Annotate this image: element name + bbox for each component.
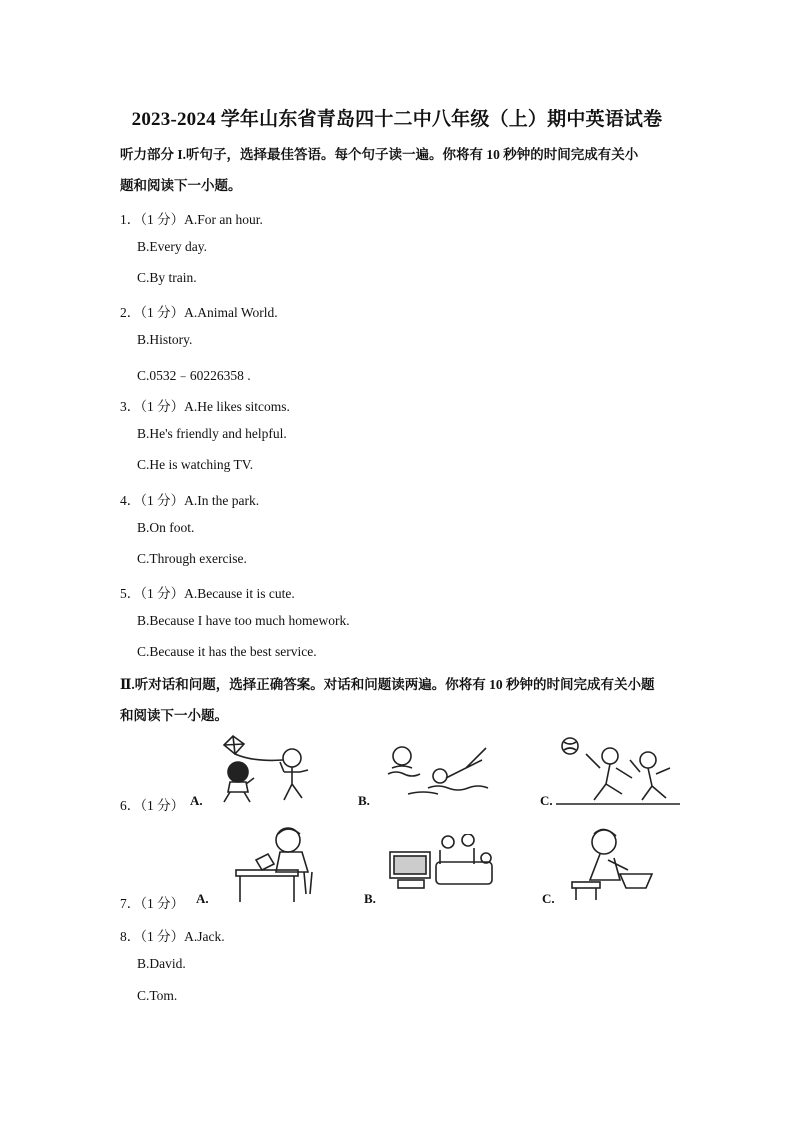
girl-washing-clothes-icon <box>568 824 654 902</box>
section-1-line-2: 题和阅读下一小题。 <box>120 178 242 193</box>
family-watching-tv-icon <box>388 834 496 894</box>
section-1-instructions <box>120 139 680 201</box>
question-1-stem: 1．（1 分）A.For an hour. <box>120 212 263 227</box>
section-2-instructions <box>120 669 680 731</box>
question-7-label-c: C. <box>542 891 555 906</box>
question-6-label-b: B. <box>358 793 370 808</box>
section-1-line-1: 听力部分 I.听句子，选择最佳答语。每个句子读一遍。你将有 10 秒钟的时间完成有关小 <box>120 147 639 162</box>
question-7-label-a: A. <box>196 891 209 906</box>
question-6-label-a: A. <box>190 793 203 808</box>
question-6-row <box>120 732 680 812</box>
question-2-stem: 2．（1 分）A.Animal World. <box>120 305 278 320</box>
page-title: 2023-2024 学年山东省青岛四十二中八年级（上）期中英语试卷 <box>131 109 663 130</box>
question-3-option-b: B.He's friendly and helpful. <box>137 426 287 441</box>
question-1-option-b: B.Every day. <box>137 239 207 254</box>
question-2-option-b: B.History. <box>137 332 193 347</box>
section-2-line-1: Ⅱ.听对话和问题，选择正确答案。对话和问题读两遍。你将有 10 秒钟的时间完成有关小题 <box>120 677 655 692</box>
question-4-option-c: C.Through exercise. <box>137 551 247 566</box>
question-4-option-b: B.On foot. <box>137 520 195 535</box>
question-3-option-c: C.He is watching TV. <box>137 457 254 472</box>
question-1-option-c: C.By train. <box>137 270 197 285</box>
ball-playing-children-icon <box>556 734 680 806</box>
girl-reading-at-desk-icon <box>232 824 322 904</box>
question-3-stem: 3．（1 分）A.He likes sitcoms. <box>120 399 290 414</box>
question-8-option-b: B.David. <box>137 956 186 971</box>
question-2-option-c: C.0532﹣60226358 . <box>137 368 251 383</box>
question-8-stem: 8．（1 分）A.Jack. <box>120 929 225 944</box>
question-5-stem: 5．（1 分）A.Because it is cute. <box>120 586 295 601</box>
question-8-option-c: C.Tom. <box>137 988 178 1003</box>
question-7-row <box>120 824 680 911</box>
kite-flying-children-icon <box>208 732 328 804</box>
question-7-label-b: B. <box>364 891 376 906</box>
question-6-label-c: C. <box>540 793 553 808</box>
question-5-option-c: C.Because it has the best service. <box>137 644 317 659</box>
swimming-people-icon <box>378 738 498 804</box>
question-4-stem: 4．（1 分）A.In the park. <box>120 493 260 508</box>
section-2-line-2: 和阅读下一小题。 <box>120 708 228 723</box>
question-6-number: 6．（1 分） <box>120 798 185 813</box>
question-5-option-b: B.Because I have too much homework. <box>137 613 350 628</box>
question-7-number: 7．（1 分） <box>120 896 185 911</box>
